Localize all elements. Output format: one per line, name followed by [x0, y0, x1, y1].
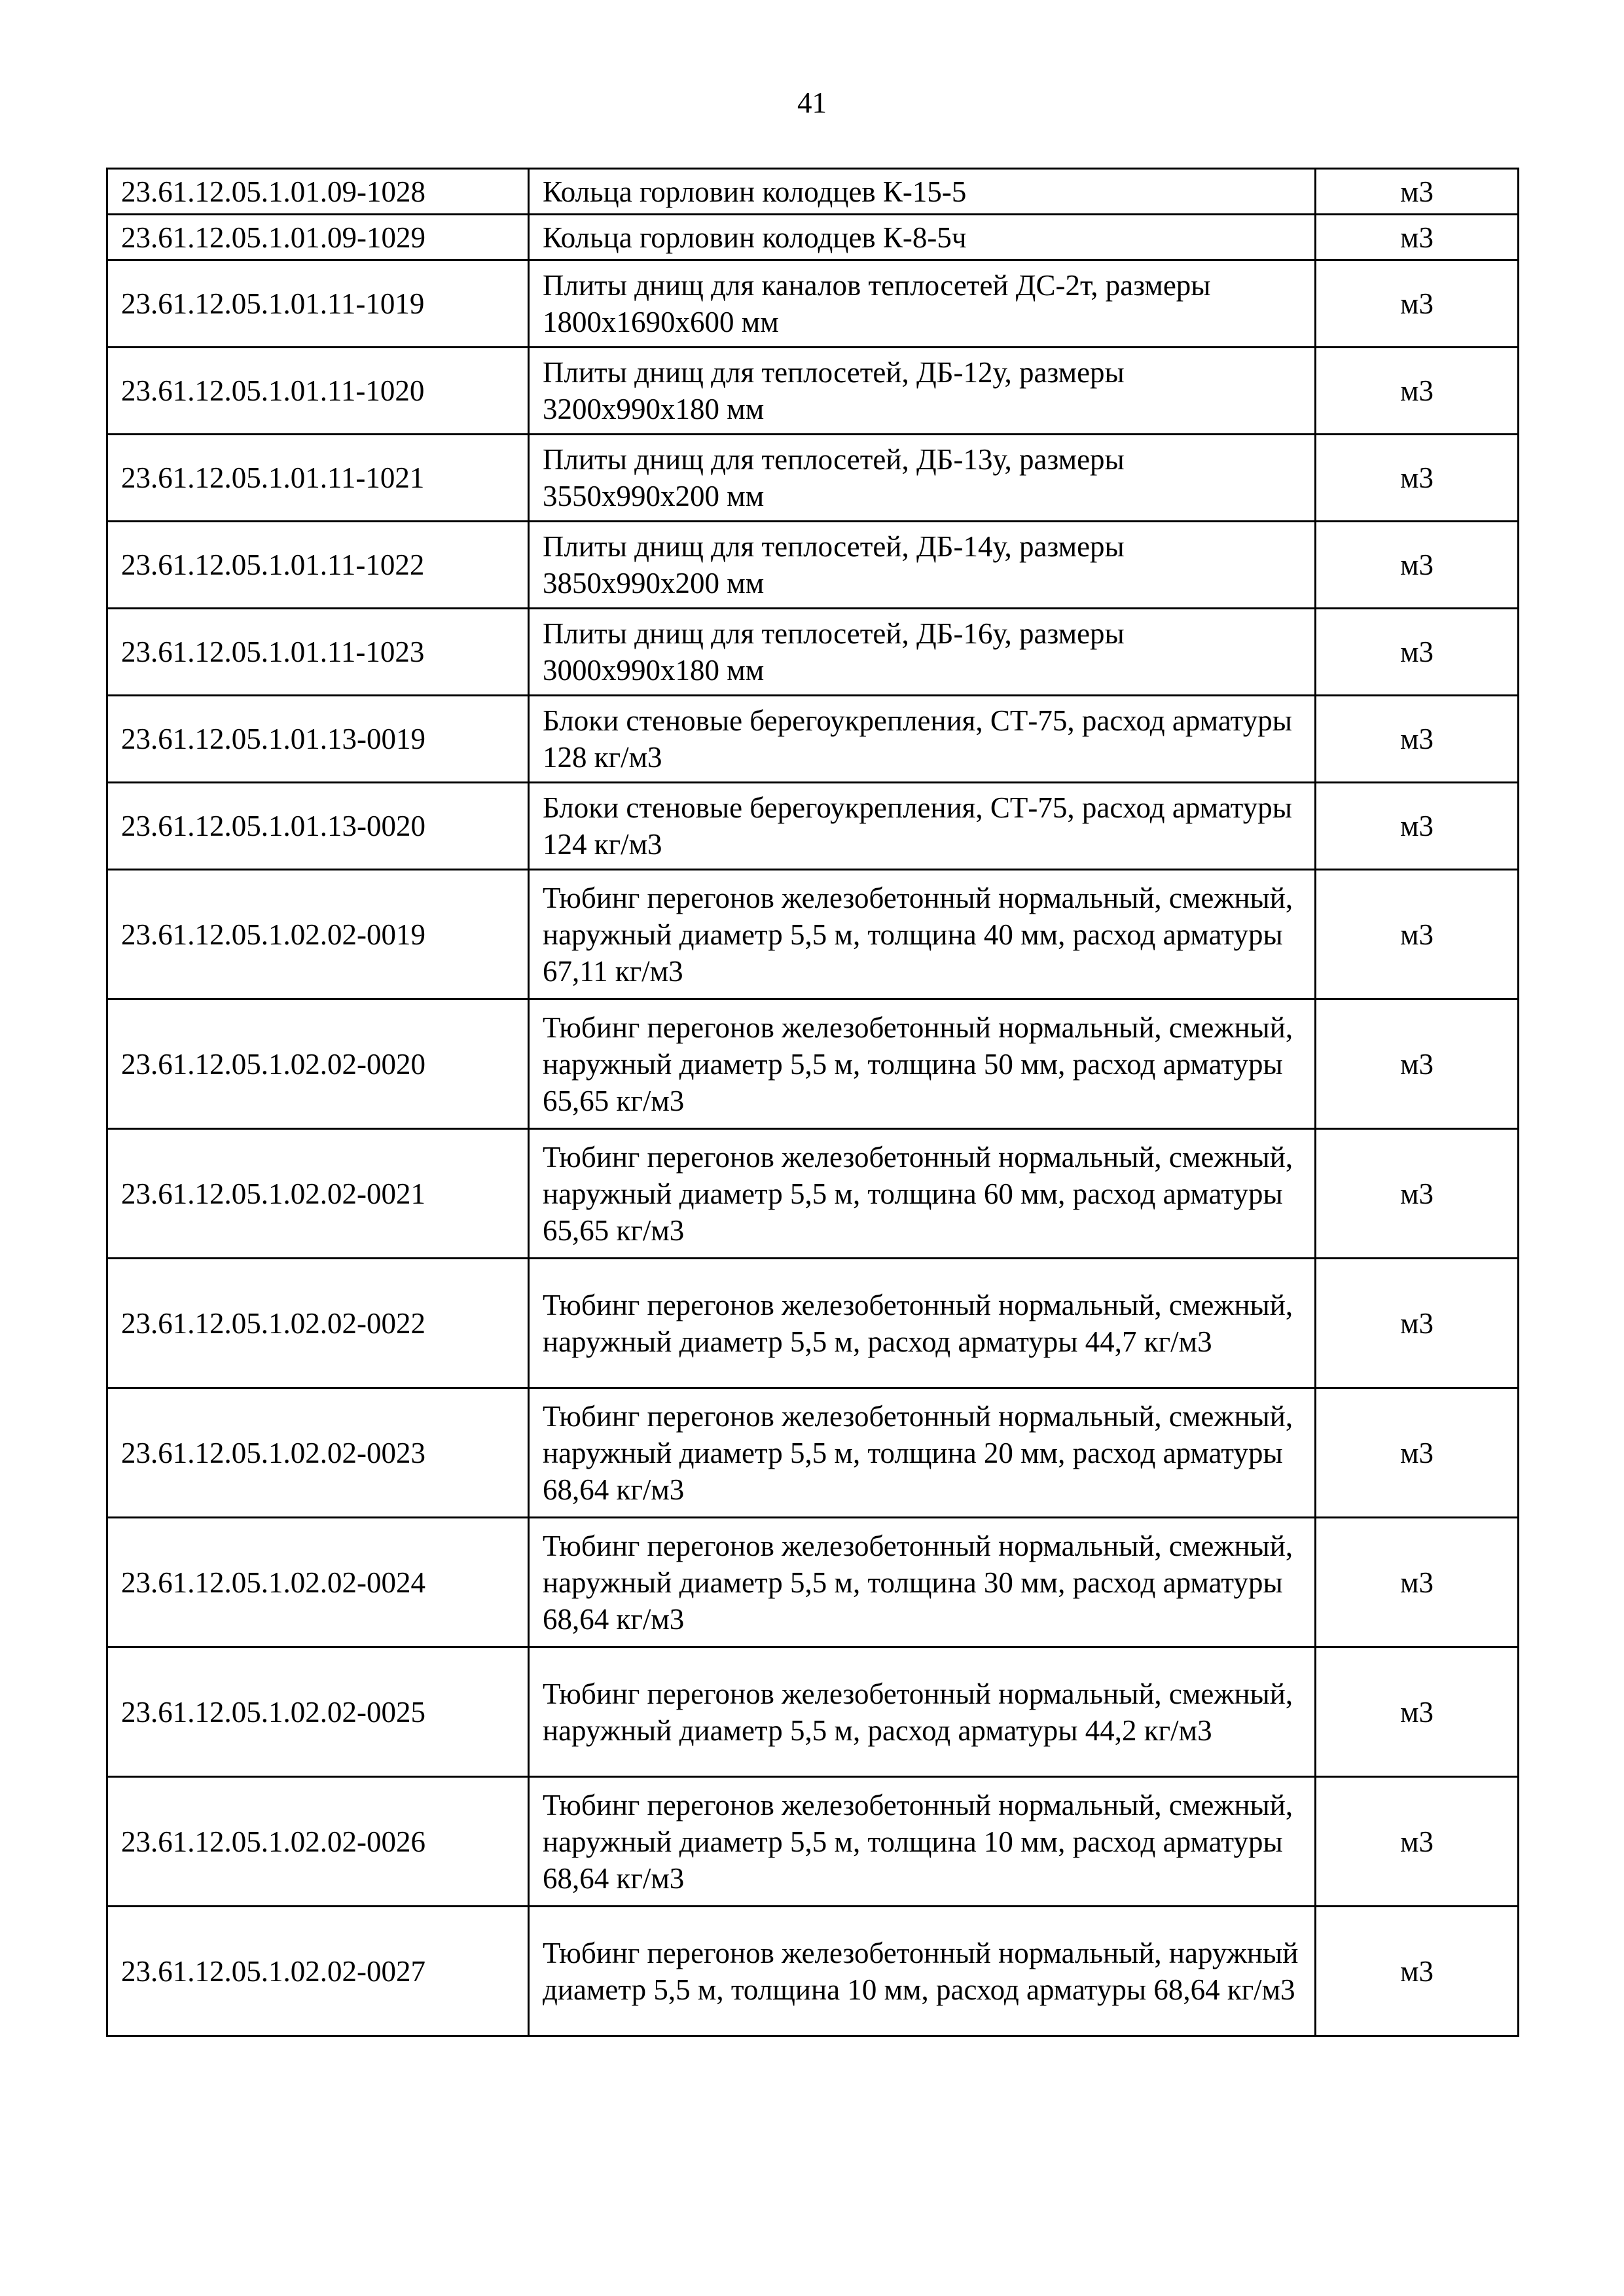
resource-code: 23.61.12.05.1.01.11-1021 [107, 435, 529, 522]
unit-of-measure: м3 [1316, 1518, 1519, 1647]
unit-of-measure: м3 [1316, 870, 1519, 999]
resource-name: Тюбинг перегонов железобетонный нормальный, смежный, наружный диаметр 5,5 м, расход арматуры 44,7 кг/м3 [529, 1259, 1316, 1388]
resource-code: 23.61.12.05.1.01.13-0020 [107, 783, 529, 870]
unit-of-measure: м3 [1316, 1907, 1519, 2036]
resource-name: Блоки стеновые берегоукрепления, СТ-75, расход арматуры 124 кг/м3 [529, 783, 1316, 870]
unit-of-measure: м3 [1316, 696, 1519, 783]
unit-of-measure: м3 [1316, 1129, 1519, 1259]
table-row [107, 1777, 1519, 1907]
table-row [107, 215, 1519, 260]
resource-name: Кольца горловин колодцев К-8-5ч [529, 215, 1316, 260]
resource-code: 23.61.12.05.1.02.02-0025 [107, 1647, 529, 1777]
resource-code: 23.61.12.05.1.01.11-1019 [107, 260, 529, 348]
resource-code: 23.61.12.05.1.01.11-1020 [107, 348, 529, 435]
resource-code: 23.61.12.05.1.01.13-0019 [107, 696, 529, 783]
resource-table [106, 168, 1519, 2037]
resource-name: Тюбинг перегонов железобетонный нормальный, смежный, наружный диаметр 5,5 м, толщина 10 мм, расход арматуры 68,64 кг/м3 [529, 1777, 1316, 1907]
unit-of-measure: м3 [1316, 348, 1519, 435]
resource-name: Тюбинг перегонов железобетонный нормальный, смежный, наружный диаметр 5,5 м, толщина 50 мм, расход арматуры 65,65 кг/м3 [529, 999, 1316, 1129]
table-row [107, 783, 1519, 870]
table-row [107, 348, 1519, 435]
table-row [107, 1388, 1519, 1518]
unit-of-measure: м3 [1316, 260, 1519, 348]
resource-code: 23.61.12.05.1.01.11-1022 [107, 522, 529, 609]
resource-code: 23.61.12.05.1.02.02-0022 [107, 1259, 529, 1388]
unit-of-measure: м3 [1316, 609, 1519, 696]
resource-code: 23.61.12.05.1.01.09-1028 [107, 169, 529, 215]
table-row [107, 999, 1519, 1129]
resource-name: Тюбинг перегонов железобетонный нормальный, наружный диаметр 5,5 м, толщина 10 мм, расход арматуры 68,64 кг/м3 [529, 1907, 1316, 2036]
table-row [107, 522, 1519, 609]
unit-of-measure: м3 [1316, 999, 1519, 1129]
unit-of-measure: м3 [1316, 783, 1519, 870]
unit-of-measure: м3 [1316, 169, 1519, 215]
table-row [107, 1647, 1519, 1777]
unit-of-measure: м3 [1316, 1777, 1519, 1907]
resource-code: 23.61.12.05.1.02.02-0020 [107, 999, 529, 1129]
resource-name: Тюбинг перегонов железобетонный нормальный, смежный, наружный диаметр 5,5 м, толщина 40 мм, расход арматуры 67,11 кг/м3 [529, 870, 1316, 999]
table-row [107, 260, 1519, 348]
table-row [107, 1907, 1519, 2036]
unit-of-measure: м3 [1316, 435, 1519, 522]
resource-name: Плиты днищ для теплосетей, ДБ-12у, размеры 3200х990х180 мм [529, 348, 1316, 435]
unit-of-measure: м3 [1316, 215, 1519, 260]
unit-of-measure: м3 [1316, 1259, 1519, 1388]
resource-name: Плиты днищ для каналов теплосетей ДС-2т, размеры 1800х1690х600 мм [529, 260, 1316, 348]
table-row [107, 870, 1519, 999]
resource-name: Тюбинг перегонов железобетонный нормальный, смежный, наружный диаметр 5,5 м, толщина 30 мм, расход арматуры 68,64 кг/м3 [529, 1518, 1316, 1647]
resource-table-body [107, 169, 1519, 2036]
resource-code: 23.61.12.05.1.02.02-0027 [107, 1907, 529, 2036]
table-row [107, 696, 1519, 783]
resource-name: Кольца горловин колодцев К-15-5 [529, 169, 1316, 215]
resource-code: 23.61.12.05.1.02.02-0024 [107, 1518, 529, 1647]
table-row [107, 435, 1519, 522]
resource-name: Тюбинг перегонов железобетонный нормальный, смежный, наружный диаметр 5,5 м, расход арматуры 44,2 кг/м3 [529, 1647, 1316, 1777]
resource-code: 23.61.12.05.1.01.11-1023 [107, 609, 529, 696]
resource-name: Тюбинг перегонов железобетонный нормальный, смежный, наружный диаметр 5,5 м, толщина 20 мм, расход арматуры 68,64 кг/м3 [529, 1388, 1316, 1518]
resource-code: 23.61.12.05.1.02.02-0019 [107, 870, 529, 999]
resource-code: 23.61.12.05.1.01.09-1029 [107, 215, 529, 260]
unit-of-measure: м3 [1316, 1647, 1519, 1777]
table-row [107, 1129, 1519, 1259]
table-row [107, 1518, 1519, 1647]
resource-name: Плиты днищ для теплосетей, ДБ-14у, размеры 3850х990х200 мм [529, 522, 1316, 609]
table-row [107, 1259, 1519, 1388]
resource-name: Блоки стеновые берегоукрепления, СТ-75, расход арматуры 128 кг/м3 [529, 696, 1316, 783]
resource-name: Тюбинг перегонов железобетонный нормальный, смежный, наружный диаметр 5,5 м, толщина 60 мм, расход арматуры 65,65 кг/м3 [529, 1129, 1316, 1259]
resource-name: Плиты днищ для теплосетей, ДБ-13у, размеры 3550х990х200 мм [529, 435, 1316, 522]
table-row [107, 169, 1519, 215]
unit-of-measure: м3 [1316, 1388, 1519, 1518]
resource-code: 23.61.12.05.1.02.02-0021 [107, 1129, 529, 1259]
resource-code: 23.61.12.05.1.02.02-0023 [107, 1388, 529, 1518]
page-number: 41 [797, 86, 827, 119]
unit-of-measure: м3 [1316, 522, 1519, 609]
resource-code: 23.61.12.05.1.02.02-0026 [107, 1777, 529, 1907]
table-row [107, 609, 1519, 696]
resource-name: Плиты днищ для теплосетей, ДБ-16у, размеры 3000х990х180 мм [529, 609, 1316, 696]
